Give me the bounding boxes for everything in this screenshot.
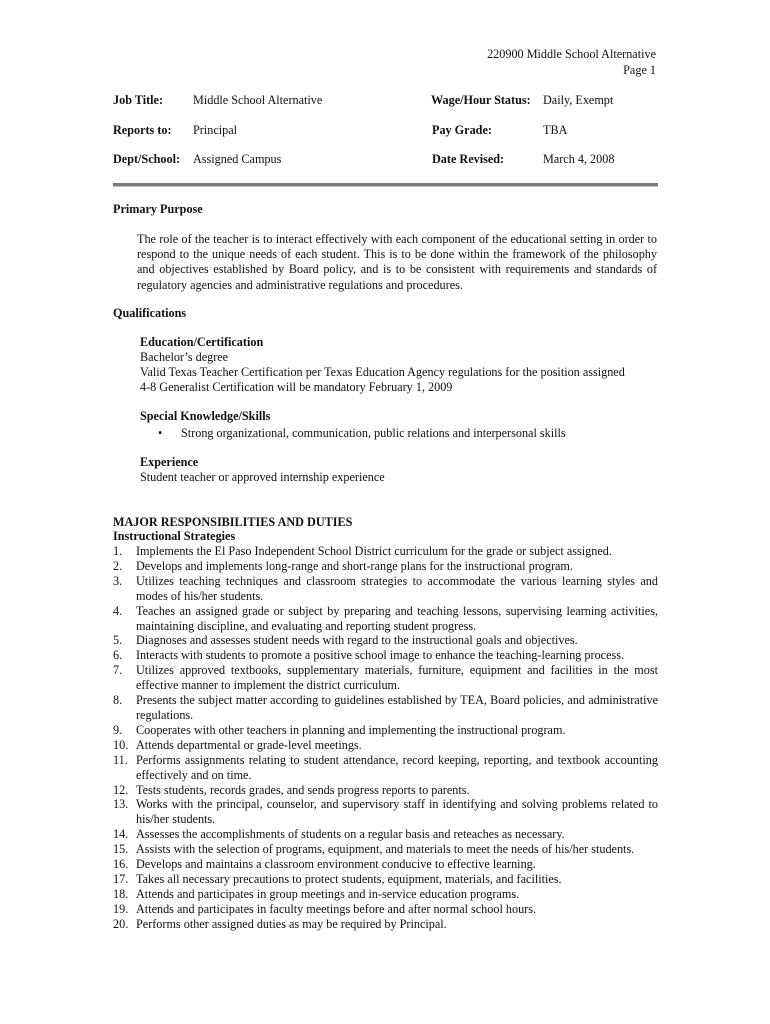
duty-text: Presents the subject matter according to guidelines established by TEA, Board policies, and administrative regulations.: [136, 693, 658, 722]
wage-hour-value: Daily, Exempt: [543, 93, 614, 107]
duty-item: [113, 693, 658, 723]
duty-text: Develops and maintains a classroom environment conducive to effective learning.: [136, 857, 536, 872]
job-title-value: Middle School Alternative: [193, 93, 323, 107]
duty-number: 2.: [113, 558, 123, 573]
wage-hour-label: Wage/Hour Status:: [431, 93, 531, 107]
duty-number: 17.: [113, 871, 129, 886]
dept-school-value: Assigned Campus: [193, 152, 282, 166]
duty-text: Utilizes approved textbooks, supplementary materials, furniture, equipment and facilities in the most effective manner to implement the district curriculum.: [136, 663, 658, 693]
skills-heading: Special Knowledge/Skills: [140, 409, 271, 423]
duty-number: 16.: [113, 857, 129, 872]
education-line: 4-8 Generalist Certification will be mandatory February 1, 2009: [140, 380, 453, 394]
duty-text: Performs other assigned duties as may be required by Principal.: [136, 916, 447, 931]
document-id: 220900 Middle School Alternative: [487, 47, 656, 61]
duty-text: Attends and participates in group meetings and in-service education programs.: [136, 886, 520, 901]
duty-text: Tests students, records grades, and sends progress reports to parents.: [136, 782, 470, 797]
duty-item: [113, 887, 658, 902]
duties-heading: MAJOR RESPONSIBILITIES AND DUTIES: [113, 515, 353, 529]
duty-text: Implements the El Paso Independent School District curriculum for the grade or subject assigned.: [136, 544, 612, 558]
duty-item: [113, 917, 658, 932]
primary-purpose-heading: Primary Purpose: [113, 202, 203, 216]
duty-item: [113, 559, 658, 574]
duty-text: Performs assignments relating to student attendance, record keeping, reporting, and textbook accounting effectively and on time.: [136, 752, 658, 782]
duty-text: Teaches an assigned grade or subject by preparing and teaching lessons, supervising learning activities, maintaining discipline, and evaluating and reporting student progress.: [136, 603, 658, 633]
duty-number: 12.: [113, 782, 129, 797]
reports-to-label: Reports to:: [113, 123, 172, 137]
duty-item: [113, 842, 658, 857]
reports-to-value: Principal: [193, 123, 238, 137]
header-divider: [113, 183, 658, 187]
dept-school-label: Dept/School:: [113, 152, 181, 166]
duty-text: Assists with the selection of programs, equipment, and materials to meet the needs of his/her students.: [136, 842, 635, 857]
job-title-label: Job Title:: [113, 93, 163, 107]
duty-number: 5.: [113, 633, 123, 648]
duty-text: Takes all necessary precautions to protect students, equipment, materials, and facilities.: [136, 871, 562, 886]
duty-number: 19.: [113, 901, 129, 916]
date-revised-value: March 4, 2008: [543, 152, 615, 166]
duty-number: 10.: [113, 737, 129, 752]
bullet-icon: •: [158, 426, 163, 440]
duty-item: [113, 544, 658, 559]
duty-text: Cooperates with other teachers in planning and implementing the instructional program.: [136, 722, 566, 737]
duty-item: [113, 857, 658, 872]
duty-number: 20.: [113, 916, 129, 931]
duty-item: [113, 797, 658, 827]
duty-number: 18.: [113, 886, 129, 901]
date-revised-label: Date Revised:: [432, 152, 505, 166]
duty-text: Utilizes teaching techniques and classroom strategies to accommodate the various learning styles and modes of his/her students.: [136, 573, 658, 603]
duty-number: 11.: [113, 752, 128, 767]
duty-item: [113, 648, 658, 663]
duty-item: [113, 902, 658, 917]
pay-grade-value: TBA: [543, 123, 568, 137]
page-number: Page 1: [623, 63, 656, 77]
duty-item: [113, 738, 658, 753]
education-line: Bachelor’s degree: [140, 350, 229, 364]
duty-item: [113, 723, 658, 738]
duty-number: 8.: [113, 693, 123, 708]
duties-list: [113, 544, 658, 932]
skill-item: Strong organizational, communication, public relations and interpersonal skills: [181, 426, 566, 440]
experience-heading: Experience: [140, 455, 199, 469]
duty-text: Attends and participates in faculty meetings before and after normal school hours.: [136, 901, 537, 916]
duty-text: Develops and implements long-range and short-range plans for the instructional program.: [136, 558, 573, 573]
duty-text: Assesses the accomplishments of students on a regular basis and reteaches as necessary.: [136, 827, 565, 842]
duty-text: Works with the principal, counselor, and supervisory staff in identifying and solving problems related to his/her students.: [136, 797, 658, 827]
duty-number: 1.: [113, 544, 123, 558]
experience-text: Student teacher or approved internship experience: [140, 470, 385, 484]
duty-number: 4.: [113, 603, 123, 618]
duty-item: [113, 574, 658, 604]
duty-number: 15.: [113, 842, 129, 857]
duty-number: 14.: [113, 827, 129, 842]
education-heading: Education/Certification: [140, 335, 264, 349]
duty-number: 7.: [113, 663, 123, 678]
duty-item: [113, 872, 658, 887]
duty-text: Diagnoses and assesses student needs with regard to the instructional goals and objectives.: [136, 633, 578, 648]
duty-item: [113, 633, 658, 648]
duty-item: [113, 604, 658, 634]
qualifications-heading: Qualifications: [113, 306, 187, 320]
duty-number: 3.: [113, 573, 123, 588]
duty-text: Interacts with students to promote a positive school image to enhance the teaching-learning process.: [136, 648, 625, 663]
duty-text: Attends departmental or grade-level meetings.: [136, 737, 362, 752]
education-line: Valid Texas Teacher Certification per Texas Education Agency regulations for the position assigned: [140, 365, 625, 379]
pay-grade-label: Pay Grade:: [432, 123, 492, 137]
primary-purpose-text: The role of the teacher is to interact effectively with each component of the educational setting in order to respond to the unique needs of each student. This is to be done within the framework of the philosophy and objectives established by Board policy, and is to be consistent with requirements and standards of regulatory agencies and administrative regulations and procedures.: [137, 232, 657, 292]
duty-number: 6.: [113, 648, 123, 663]
duty-item: [113, 827, 658, 842]
duty-item: [113, 753, 658, 783]
duty-item: [113, 663, 658, 693]
instructional-strategies-heading: Instructional Strategies: [113, 529, 236, 543]
duty-number: 9.: [113, 722, 123, 737]
duty-number: 13.: [113, 797, 129, 812]
duty-item: [113, 783, 658, 798]
